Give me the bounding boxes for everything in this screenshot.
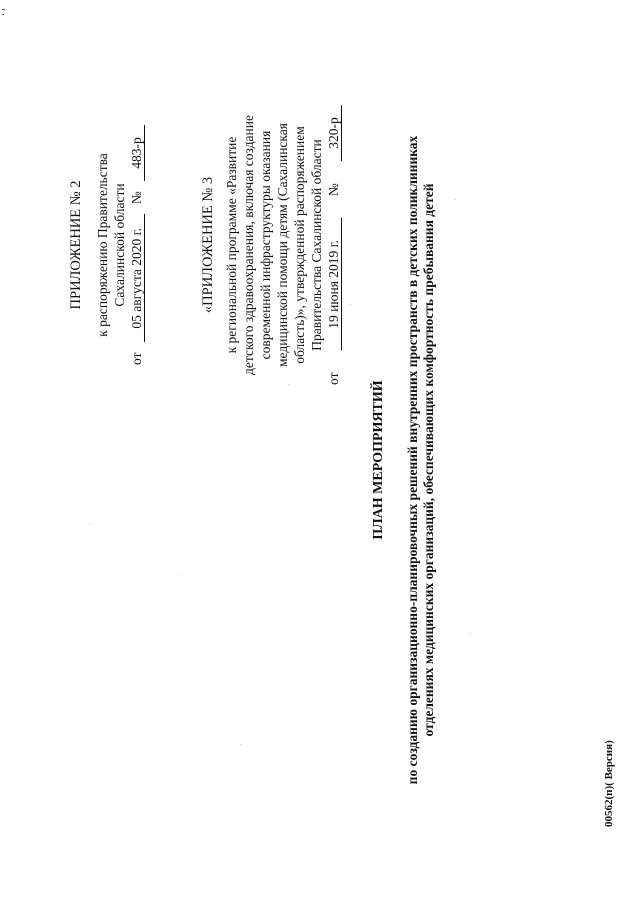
- number-label: №: [129, 191, 144, 205]
- appendix-3-line-2: детского здравоохранения, включая создание: [241, 115, 256, 375]
- plan-subtitle-line-1: по созданию организационно-планировочных решений внутренних пространств в детских поликлиниках: [405, 135, 420, 785]
- appendix-3-number: 320-р: [326, 105, 342, 161]
- appendix-2-number: 483-р: [129, 125, 145, 181]
- from-label: от: [129, 352, 144, 365]
- appendix-3-title: «ПРИЛОЖЕНИЕ № 3: [200, 176, 216, 314]
- from-label: от: [326, 372, 341, 385]
- appendix-2-title: ПРИЛОЖЕНИЕ № 2: [68, 180, 84, 310]
- appendix-3-block: [200, 85, 342, 405]
- appendix-3-line-1: к региональной программе «Развитие: [224, 136, 239, 354]
- appendix-3-date: 19 июня 2019 г.: [326, 218, 342, 350]
- appendix-2-date: 05 августа 2020 г.: [129, 214, 145, 342]
- scan-speck: [178, 574, 179, 575]
- version-label: 00562(п)( Версия): [603, 740, 615, 827]
- scan-speck: [436, 449, 437, 450]
- scan-speck: [288, 384, 289, 385]
- plan-heading: ПЛАН МЕРОПРИЯТИЙ: [371, 380, 386, 540]
- appendix-2-line-1: к распоряжению Правительства: [95, 153, 110, 337]
- appendix-3-line-5: область)», утвержденной распоряжением: [292, 126, 307, 364]
- plan-subtitle-line-2: отделениях медицинских организаций, обеспечивающих комфортность пребывания детей: [421, 183, 436, 737]
- appendix-3-line-4: медицинской помощи детям (Сахалинская: [275, 123, 290, 367]
- scan-speck: [240, 744, 241, 745]
- plan-heading-block: [370, 110, 437, 810]
- scan-edge-mark: [2, 9, 5, 10]
- appendix-3-line-6: Правительства Сахалинской области: [309, 139, 324, 351]
- appendix-2-line-2: Сахалинской области: [112, 183, 127, 307]
- scan-edge-mark: [2, 14, 4, 15]
- number-label: №: [326, 183, 341, 197]
- appendix-2-date-line: [128, 125, 145, 365]
- appendix-3-line-3: современной инфраструктуры оказания: [258, 130, 273, 360]
- scan-speck: [455, 199, 456, 200]
- scan-speck: [350, 304, 351, 305]
- appendix-3-date-line: [325, 85, 342, 405]
- scan-speck: [90, 524, 91, 525]
- appendix-2-block: [68, 125, 145, 365]
- scan-speck: [470, 634, 471, 635]
